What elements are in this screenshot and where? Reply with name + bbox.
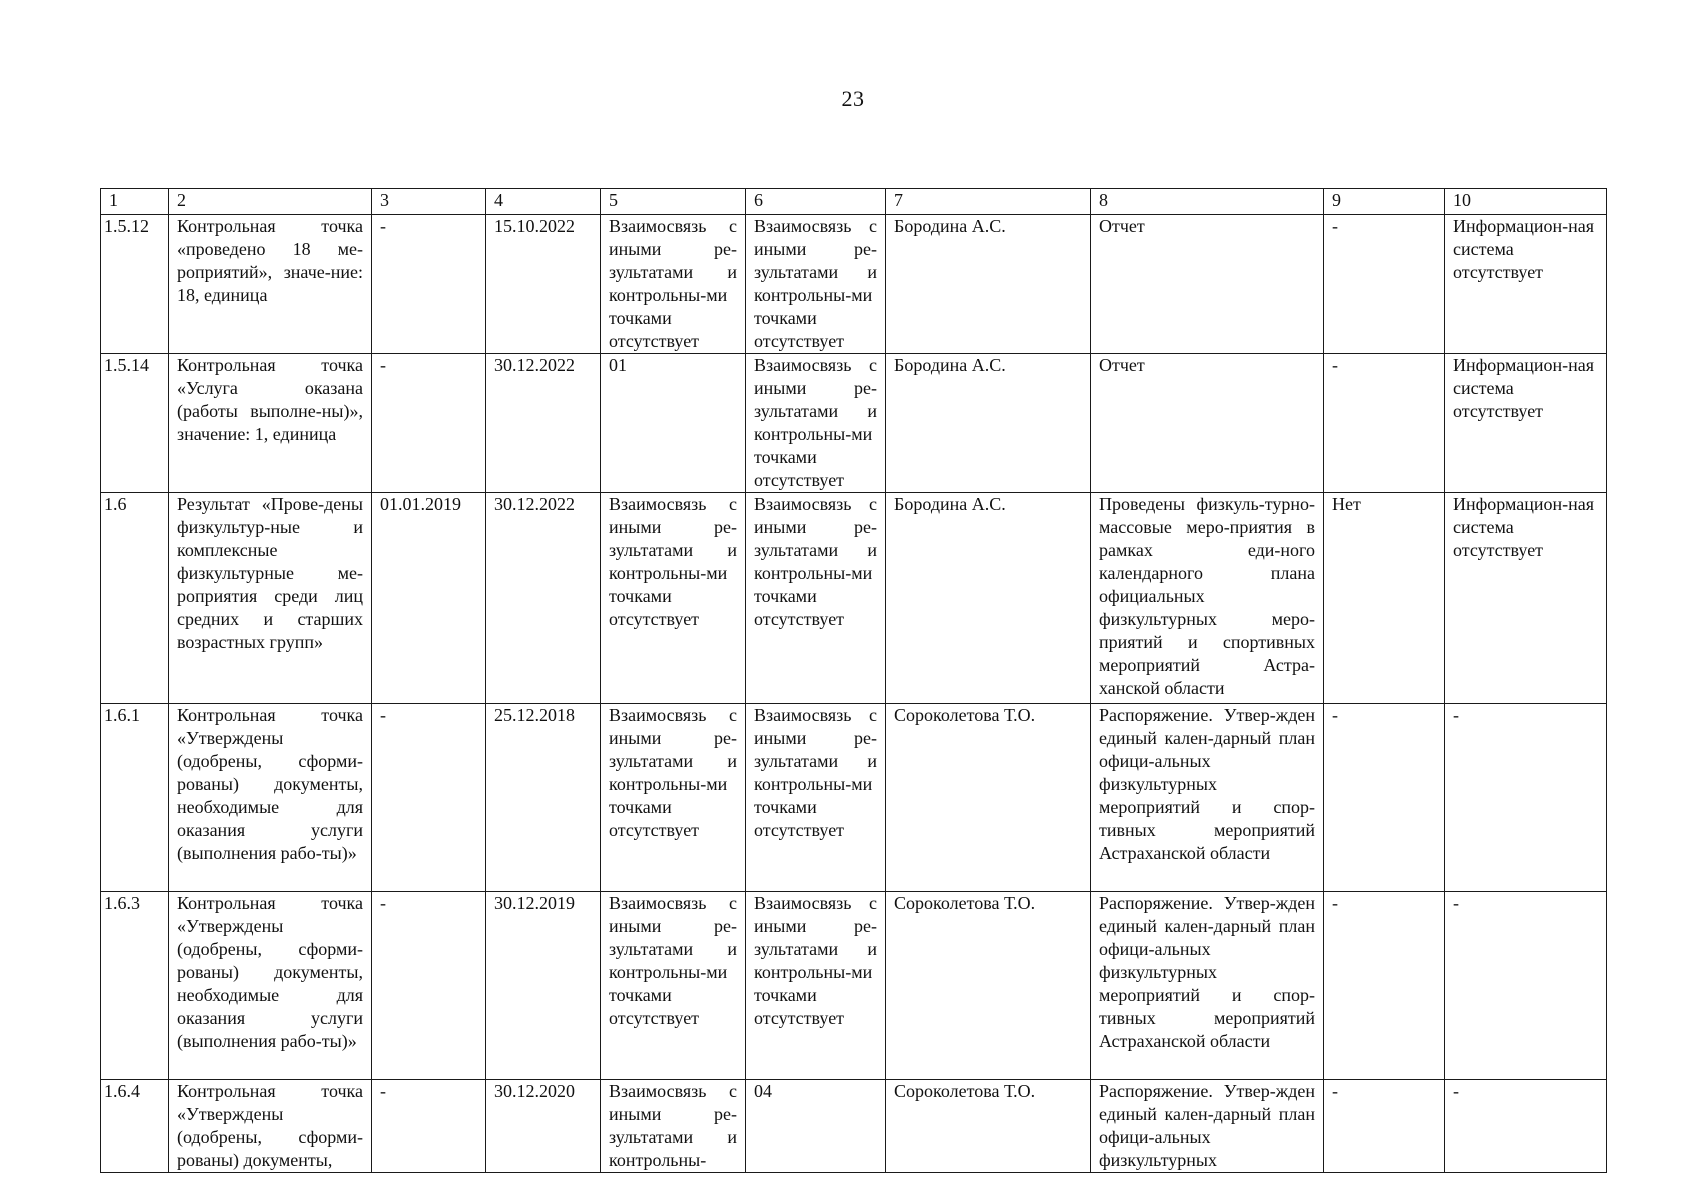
item-description: Результат «Прове-дены физкультур-ные и комплексные физкультурные ме-роприятия среди лиц средних и старших возрастных групп» bbox=[169, 493, 372, 704]
responsible-person: Бородина А.С. bbox=[886, 493, 1091, 704]
predecessor: Взаимосвязь с иными ре-зультатами и контрольны- bbox=[601, 1080, 746, 1173]
column-number: 1 bbox=[101, 189, 169, 215]
item-description: Контрольная точка «проведено 18 ме-роприятий», значе-ние: 18, единица bbox=[169, 215, 372, 354]
item-description: Контрольная точка «Услуга оказана (работы выполне-ны)», значение: 1, единица bbox=[169, 354, 372, 493]
successor: Взаимосвязь с иными ре-зультатами и контрольны-ми точками отсутствует bbox=[746, 493, 886, 704]
item-number: 1.5.12 bbox=[101, 215, 169, 354]
column-number: 3 bbox=[372, 189, 486, 215]
successor: Взаимосвязь с иными ре-зультатами и контрольны-ми точками отсутствует bbox=[746, 215, 886, 354]
item-number: 1.6.1 bbox=[101, 704, 169, 892]
level-of-control: - bbox=[1324, 1080, 1445, 1173]
successor: Взаимосвязь с иными ре-зультатами и контрольны-ми точками отсутствует bbox=[746, 704, 886, 892]
document-result: Отчет bbox=[1091, 354, 1324, 493]
page-number: 23 bbox=[841, 86, 865, 111]
information-system: Информацион-ная система отсутствует bbox=[1445, 493, 1607, 704]
information-system: Информацион-ная система отсутствует bbox=[1445, 354, 1607, 493]
start-date: - bbox=[372, 1080, 486, 1173]
item-number: 1.6.4 bbox=[101, 1080, 169, 1173]
end-date: 30.12.2022 bbox=[486, 354, 601, 493]
start-date: - bbox=[372, 704, 486, 892]
successor: Взаимосвязь с иными ре-зультатами и контрольны-ми точками отсутствует bbox=[746, 354, 886, 493]
item-number: 1.6.3 bbox=[101, 892, 169, 1080]
column-number: 6 bbox=[746, 189, 886, 215]
responsible-person: Бородина А.С. bbox=[886, 215, 1091, 354]
column-number: 7 bbox=[886, 189, 1091, 215]
document-result: Проведены физкуль-турно-массовые меро-приятия в рамках еди-ного календарного плана официальных физкультурных меро-приятий и спортивных мероприятий Астра-ханской области bbox=[1091, 493, 1324, 704]
level-of-control: - bbox=[1324, 704, 1445, 892]
column-number-row bbox=[101, 189, 1607, 215]
successor: Взаимосвязь с иными ре-зультатами и контрольны-ми точками отсутствует bbox=[746, 892, 886, 1080]
start-date: - bbox=[372, 354, 486, 493]
item-description: Контрольная точка «Утверждены (одобрены, сформи-рованы) документы, bbox=[169, 1080, 372, 1173]
document-result: Отчет bbox=[1091, 215, 1324, 354]
information-system: - bbox=[1445, 704, 1607, 892]
predecessor: 01 bbox=[601, 354, 746, 493]
information-system: - bbox=[1445, 892, 1607, 1080]
column-number: 8 bbox=[1091, 189, 1324, 215]
table-row bbox=[101, 704, 1607, 892]
start-date: - bbox=[372, 215, 486, 354]
control-points-table bbox=[100, 188, 1607, 1173]
predecessor: Взаимосвязь с иными ре-зультатами и контрольны-ми точками отсутствует bbox=[601, 892, 746, 1080]
successor: 04 bbox=[746, 1080, 886, 1173]
level-of-control: - bbox=[1324, 215, 1445, 354]
start-date: 01.01.2019 bbox=[372, 493, 486, 704]
item-description: Контрольная точка «Утверждены (одобрены, сформи-рованы) документы, необходимые для оказания услуги (выполнения рабо-ты)» bbox=[169, 704, 372, 892]
table-row bbox=[101, 354, 1607, 493]
end-date: 25.12.2018 bbox=[486, 704, 601, 892]
end-date: 15.10.2022 bbox=[486, 215, 601, 354]
information-system: Информацион-ная система отсутствует bbox=[1445, 215, 1607, 354]
item-number: 1.5.14 bbox=[101, 354, 169, 493]
column-number: 9 bbox=[1324, 189, 1445, 215]
column-number: 5 bbox=[601, 189, 746, 215]
responsible-person: Бородина А.С. bbox=[886, 354, 1091, 493]
predecessor: Взаимосвязь с иными ре-зультатами и контрольны-ми точками отсутствует bbox=[601, 215, 746, 354]
predecessor: Взаимосвязь с иными ре-зультатами и контрольны-ми точками отсутствует bbox=[601, 493, 746, 704]
level-of-control: Нет bbox=[1324, 493, 1445, 704]
responsible-person: Сороколетова Т.О. bbox=[886, 704, 1091, 892]
table-row bbox=[101, 1080, 1607, 1173]
table-row bbox=[101, 493, 1607, 704]
level-of-control: - bbox=[1324, 892, 1445, 1080]
level-of-control: - bbox=[1324, 354, 1445, 493]
table-row bbox=[101, 892, 1607, 1080]
column-number: 2 bbox=[169, 189, 372, 215]
document-result: Распоряжение. Утвер-жден единый кален-дарный план офици-альных физкультурных мероприятий и спор-тивных мероприятий Астраханской области bbox=[1091, 892, 1324, 1080]
responsible-person: Сороколетова Т.О. bbox=[886, 1080, 1091, 1173]
document-result: Распоряжение. Утвер-жден единый кален-дарный план офици-альных физкультурных bbox=[1091, 1080, 1324, 1173]
information-system: - bbox=[1445, 1080, 1607, 1173]
document-result: Распоряжение. Утвер-жден единый кален-дарный план офици-альных физкультурных мероприятий и спор-тивных мероприятий Астраханской области bbox=[1091, 704, 1324, 892]
responsible-person: Сороколетова Т.О. bbox=[886, 892, 1091, 1080]
start-date: - bbox=[372, 892, 486, 1080]
predecessor: Взаимосвязь с иными ре-зультатами и контрольны-ми точками отсутствует bbox=[601, 704, 746, 892]
end-date: 30.12.2019 bbox=[486, 892, 601, 1080]
column-number: 10 bbox=[1445, 189, 1607, 215]
end-date: 30.12.2020 bbox=[486, 1080, 601, 1173]
column-number: 4 bbox=[486, 189, 601, 215]
table-row bbox=[101, 215, 1607, 354]
item-description: Контрольная точка «Утверждены (одобрены, сформи-рованы) документы, необходимые для оказания услуги (выполнения рабо-ты)» bbox=[169, 892, 372, 1080]
end-date: 30.12.2022 bbox=[486, 493, 601, 704]
item-number: 1.6 bbox=[101, 493, 169, 704]
